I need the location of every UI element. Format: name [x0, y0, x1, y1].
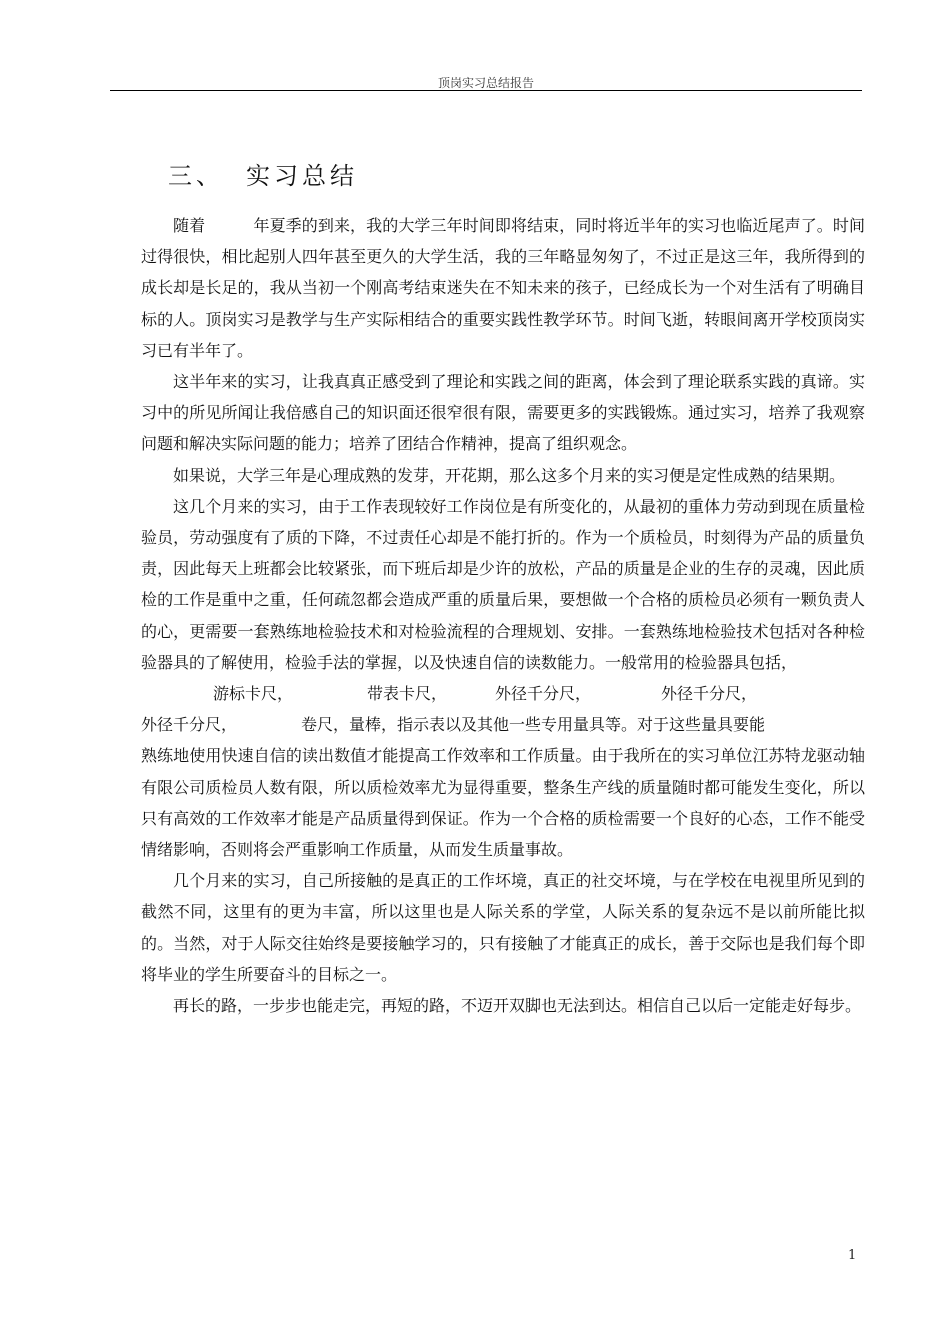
page-number: 1: [848, 1248, 857, 1263]
paragraph-maturity: 如果说，大学三年是心理成熟的发芽，开花期，那么这多个月来的实习便是定性成熟的结果期。: [173, 465, 846, 485]
paragraph-conclusion: 再长的路，一步步也能走完，再短的路，不迈开双脚也无法到达。相信自己以后一定能走好每步。: [173, 996, 862, 1016]
section-number: 三、: [168, 162, 224, 190]
paragraph-quality-inspection: 这几个月来的实习，由于工作表现较好工作岗位是有所变化的，从最初的重体力劳动到现在质量检验员，劳动强度有了质的下降，不过责任心却是不能打折的。作为一个质检员，时刻得为产品的质量负责，因此每天上班都会比较紧张，而下班后却是少许的放松，产品的质量是企业的生存的灵魂，因此质检的工作是重中之重，任何疏忽都会造成严重的质量后果，要想做一个合格的质检员必须有一颗负责人的心，更需要一套熟练地检验技术和对检验流程的合理规划、安排。一套熟练地检验技术包括对各种检验器具的了解使用，检验手法的掌握，以及快速自信的读数能力。一般常用的检验器具包括，: [141, 496, 865, 672]
paragraph-intro: 随着 年夏季的到来，我的大学三年时间即将结束，同时将近半年的实习也临近尾声了。时间过得很快，相比起别人四年甚至更久的大学生活，我的三年略显匆匆了，不过正是这三年，我所得到的成长却是长足的，我从当初一个刚高考结束迷失在不知未来的孩子，已经成长为一个对生活有了明确目标的人。顶岗实习是教学与生产实际相结合的重要实践性教学环节。时间飞逝，转眼间离开学校顶岗实习已有半年了。: [141, 216, 865, 360]
paragraph-quality-efficiency: 熟练地使用快速自信的读出数值才能提高工作效率和工作质量。由于我所在的实习单位江苏特龙驱动轴有限公司质检员人数有限，所以质检效率尤为显得重要，整条生产线的质量随时都可能发生变化，所以只有高效的工作效率才能是产品质量得到保证。作为一个合格的质检需要一个良好的心态，工作不能受情绪影响，否则将会严重影响工作质量，从而发生质量事故。: [141, 746, 865, 860]
tool-micrometer-3: 外径千分尺，: [141, 715, 238, 735]
paragraph-reflection: 这半年来的实习，让我真真正感受到了理论和实践之间的距离，体会到了理论联系实践的真谛。实习中的所见所闻让我倍感自己的知识面还很窄很有限，需要更多的实践锻炼。通过实习，培养了我观察问题和解决实际问题的能力；培养了团结合作精神，提高了组织观念。: [141, 372, 865, 454]
report-body: [141, 210, 865, 1021]
tool-vernier-caliper: 游标卡尺，: [213, 684, 294, 704]
section-title: 实习总结: [246, 162, 358, 190]
section-heading: [168, 158, 358, 194]
tool-micrometer-2: 外径千分尺，: [661, 684, 758, 704]
inspection-tools-line-1: [141, 678, 865, 709]
header-title: 顶岗实习总结报告: [437, 76, 534, 90]
inspection-tools-line-2: [141, 709, 865, 740]
tool-dial-caliper: 带表卡尺，: [367, 684, 448, 704]
tool-others: 卷尺，量棒，指示表以及其他一些专用量具等。对于这些量具要能: [301, 715, 766, 735]
page-header: [110, 72, 862, 91]
paragraph-environment: 几个月来的实习，自己所接触的是真正的工作坏境，真正的社交坏境，与在学校在电视里所见到的截然不同，这里有的更为丰富，所以这里也是人际关系的学堂，人际关系的复杂远不是以前所能比拟的。当然，对于人际交往始终是要接触学习的，只有接触了才能真正的成长，善于交际也是我们每个即将毕业的学生所要奋斗的目标之一。: [141, 871, 865, 984]
tool-micrometer-1: 外径千分尺，: [495, 684, 592, 704]
